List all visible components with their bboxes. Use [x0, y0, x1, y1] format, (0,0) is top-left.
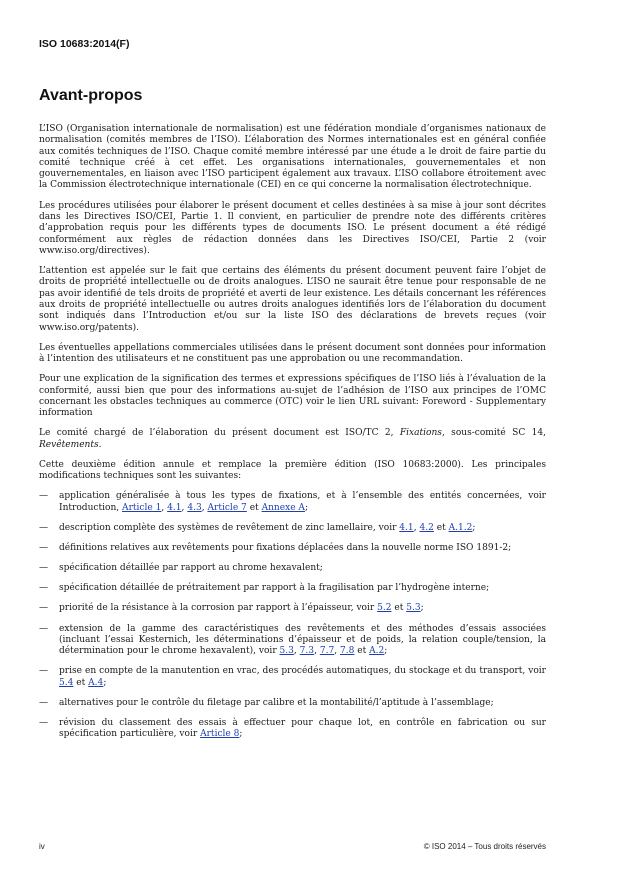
bullet-text: prise en compte de la manutention en vrac, des procédés automatiques, du stockage et du transport, voir: [59, 666, 546, 677]
paragraph-conformity: Pour une explication de la signification des termes et expressions spécifiques de l’ISO liés à l’évaluation de la conformité, aussi bien que pour des informations au-sujet de l’adhésion de l’ISO aux principes de l’OMC concernant les obstacles techniques au commerce (OTC) voir le lien URL suivant: Foreword - Supplementary information: [39, 374, 546, 419]
list-item: [39, 543, 546, 554]
clause-reference-link[interactable]: 5.3: [406, 603, 421, 614]
bullet-dash: —: [39, 666, 49, 677]
bullet-text: définitions relatives aux revêtements pour fixations déplacées dans la nouvelle norme ISO 1891-2;: [59, 542, 512, 553]
committee-suffix: .: [98, 439, 102, 450]
reference-separator: et: [73, 677, 89, 688]
committee-middle: , sous-comité SC 14,: [441, 428, 546, 439]
clause-reference-link[interactable]: 4.1: [399, 522, 414, 533]
list-item: [39, 603, 546, 614]
clause-reference-link[interactable]: 5.2: [377, 603, 392, 614]
bullet-text: application généralisée à tous les types de fixations, et à l’ensemble des entités concernées, voir Introduction,: [59, 491, 546, 513]
list-item: [39, 666, 546, 689]
clause-reference-link[interactable]: A.4: [88, 677, 104, 688]
bullet-text: priorité de la résistance à la corrosion par rapport à l’épaisseur, voir: [59, 603, 378, 614]
clause-reference-link[interactable]: 7.7: [319, 646, 335, 657]
list-item: [39, 563, 546, 574]
clause-reference-link[interactable]: 4.1: [167, 502, 182, 513]
paragraph-trade-names: Les éventuelles appellations commerciales utilisées dans le présent document sont données pour information à l’intention des utilisateurs et ne constituent pas une approbation ou une recommandation.: [39, 342, 546, 365]
reference-separator: ,: [314, 646, 320, 657]
paragraph-edition-note: Cette deuxième édition annule et remplace la première édition (ISO 10683:2000). Les principales modifications techniques sont les suivantes:: [39, 459, 546, 482]
bullet-end: ;: [384, 646, 388, 657]
paragraph-patent-rights: L’attention est appelée sur le fait que certains des éléments du présent document peuvent faire l’objet de droits de propriété intellectuelle ou de droits analogues. L’ISO ne saurait être tenue pour responsable de ne pas avoir identifié de tels droits de propriété et averti de leur existence. Les détails concernant les références aux droits de propriété intellectuelle ou autres droits analogues identifiés lors de l’élaboration du document sont indiqués dans l’Introduction et/ou sur la liste ISO des déclarations de brevets reçues (voir www.iso.org/patents).: [39, 266, 546, 333]
bullet-text: extension de la gamme des caractéristiques des revêtements et des méthodes d’essais associées (incluant l’essai Kesternich, les déterminations d’épaisseur et de poids, la relation couple/tension, la détermination pour le chrome hexavalent), voir: [59, 623, 546, 657]
bullet-text: révision du classement des essais à effectuer pour chaque lot, en contrôle en fabrication ou sur spécification particulière, voir: [59, 718, 546, 740]
paragraph-committee: [39, 428, 546, 451]
bullet-end: ;: [239, 729, 243, 740]
clause-reference-link[interactable]: Article 7: [207, 502, 247, 513]
bullet-end: ;: [420, 603, 424, 614]
committee-tc-title: Fixations: [399, 428, 442, 439]
bullet-dash: —: [39, 522, 49, 533]
clause-reference-link[interactable]: A.2: [369, 646, 385, 657]
list-item: [39, 491, 546, 514]
clause-reference-link[interactable]: Article 8: [200, 729, 240, 740]
bullet-text: spécification détaillée par rapport au chrome hexavalent;: [59, 563, 323, 574]
paragraph-iso-organization: L’ISO (Organisation internationale de normalisation) est une fédération mondiale d’organismes nationaux de normalisation (comités membres de l’ISO). L’élaboration des Normes internationales est en général confiée aux comités techniques de l’ISO. Chaque comité membre intéressé par une étude a le droit de faire partie du comité technique créé à cet effet. Les organisations internationales, gouvernementales et non gouvernementales, en liaison avec l’ISO participent également aux travaux. L’ISO collabore étroitement avec la Commission électrotechnique internationale (CEI) en ce qui concerne la normalisation électrotechnique.: [39, 124, 546, 191]
reference-separator: et: [246, 502, 262, 513]
clause-reference-link[interactable]: 5.3: [279, 646, 294, 657]
paragraph-procedures: Les procédures utilisées pour élaborer le présent document et celles destinées à sa mise à jour sont décrites dans les Directives ISO/CEI, Partie 1. Il convient, en particulier de prendre note des différents critères d’approbation requis pour les différents types de documents ISO. Le présent document a été rédigé conformément aux règles de rédaction données dans les Directives ISO/CEI, Partie 2 (voir www.iso.org/directives).: [39, 200, 546, 256]
bullet-dash: —: [39, 623, 49, 634]
bullet-dash: —: [39, 583, 49, 594]
document-id-header: ISO 10683:2014(F): [39, 38, 130, 50]
page-number: iv: [39, 842, 45, 851]
reference-separator: et: [354, 646, 370, 657]
clause-reference-link[interactable]: Article 1: [122, 502, 162, 513]
reference-separator: ,: [293, 646, 300, 657]
committee-sc-title: Revêtements: [39, 439, 99, 450]
clause-reference-link[interactable]: 5.4: [59, 677, 74, 688]
bullet-end: ;: [472, 522, 476, 533]
copyright-notice: © ISO 2014 – Tous droits réservés: [423, 842, 546, 851]
bullet-text: spécification détaillée de prétraitement par rapport à la fragilisation par l’hydrogène interne;: [59, 583, 490, 594]
list-item: [39, 698, 546, 709]
list-item: [39, 718, 546, 741]
clause-reference-link[interactable]: 7.8: [339, 646, 355, 657]
clause-reference-link[interactable]: 4.3: [187, 502, 202, 513]
bullet-text: alternatives pour le contrôle du filetage par calibre et la montabilité/l’aptitude à l’assemblage;: [59, 697, 494, 708]
clause-reference-link[interactable]: 7.3: [299, 646, 315, 657]
reference-separator: et: [433, 522, 449, 533]
clause-reference-link[interactable]: Annexe A: [261, 502, 305, 513]
clause-reference-link[interactable]: A.1.2: [448, 522, 473, 533]
bullet-text: description complète des systèmes de revêtement de zinc lamellaire, voir: [59, 522, 400, 533]
bullet-dash: —: [39, 697, 49, 708]
bullet-dash: —: [39, 563, 49, 574]
foreword-body: [39, 124, 546, 750]
reference-separator: ,: [334, 646, 340, 657]
list-item: [39, 624, 546, 658]
changes-list: [39, 491, 546, 740]
list-item: [39, 523, 546, 534]
bullet-dash: —: [39, 491, 49, 502]
page-title: Avant-propos: [39, 87, 143, 104]
reference-separator: ,: [181, 502, 188, 513]
bullet-dash: —: [39, 542, 49, 553]
bullet-dash: —: [39, 603, 49, 614]
reference-separator: et: [391, 603, 407, 614]
clause-reference-link[interactable]: 4.2: [419, 522, 434, 533]
bullet-end: ;: [304, 502, 309, 513]
reference-separator: ,: [413, 522, 420, 533]
reference-separator: ,: [201, 502, 208, 513]
list-item: [39, 583, 546, 594]
bullet-end: ;: [103, 677, 107, 688]
bullet-dash: —: [39, 718, 49, 729]
committee-prefix: Le comité chargé de l’élaboration du présent document est ISO/TC 2,: [39, 428, 400, 439]
reference-separator: ,: [161, 502, 168, 513]
